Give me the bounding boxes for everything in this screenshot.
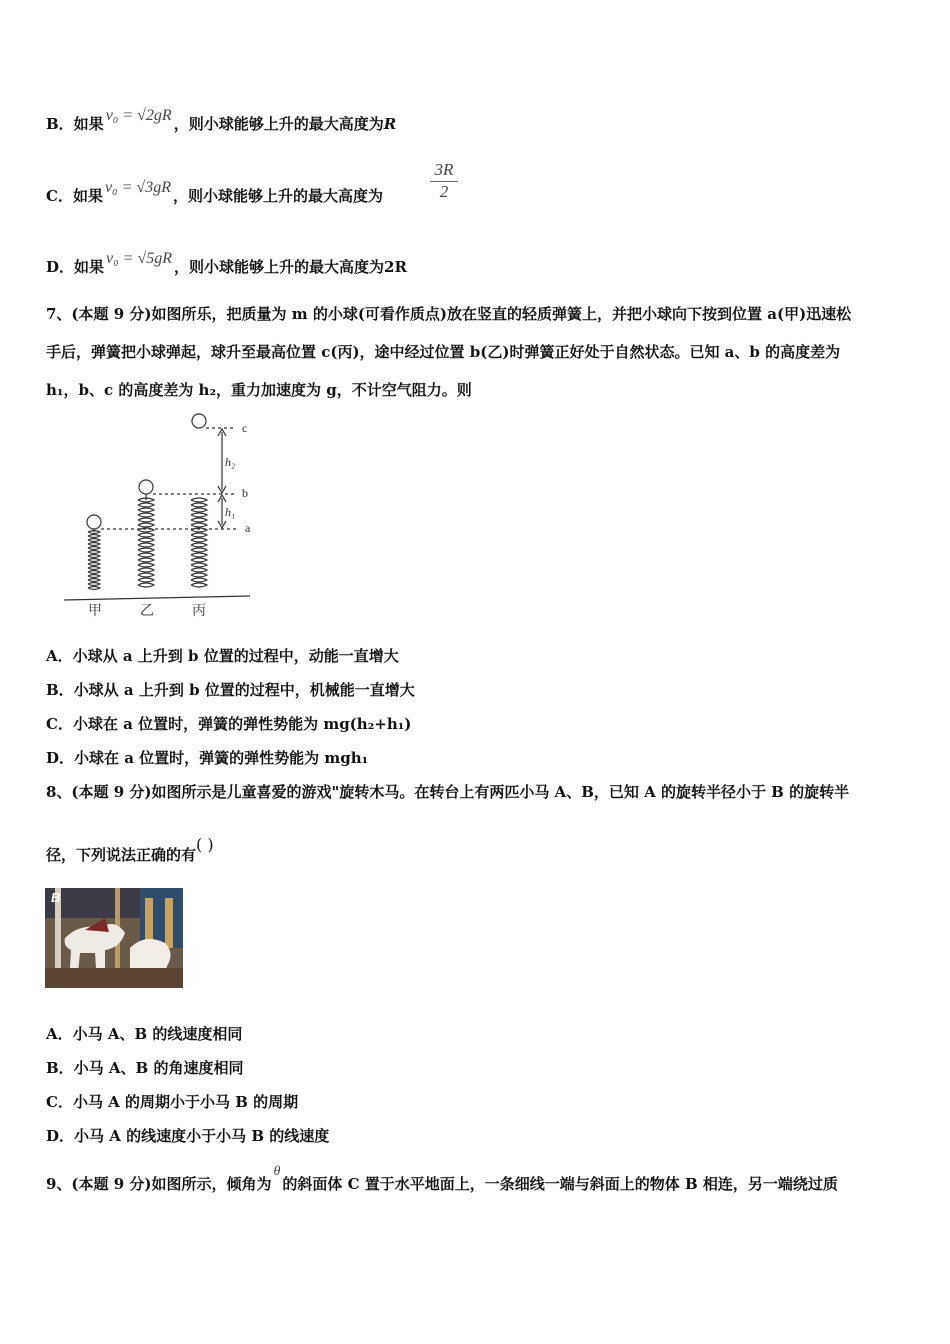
q7-option-a: A．小球从 a 上升到 b 位置的过程中，动能一直增大 xyxy=(46,647,399,665)
q8-text-line1: 8、(本题 9 分)如图所示是儿童喜爱的游戏"旋转木马。在转台上有两匹小马 A、B，已知 A 的旋转半径小于 B 的旋转半 xyxy=(46,783,850,801)
q7-text-line3: h₁，b、c 的高度差为 h₂，重力加速度为 g，不计空气阻力。则 xyxy=(46,381,472,399)
option-6b: B．如果 v₀ = √2gR ，则小球能够上升的最大高度为R xyxy=(46,107,397,133)
q8-option-a: A．小马 A、B 的线速度相同 xyxy=(46,1025,243,1043)
h1-label: h₁ xyxy=(225,505,236,519)
photo-label-b: B xyxy=(51,890,61,905)
theta-symbol: θ xyxy=(273,1164,281,1179)
q7-text-line2: 手后，弹簧把小球弹起，球升至最高位置 c(丙)，途中经过位置 b(乙)时弹簧正好处于自然状态。已知 a、b 的高度差为 xyxy=(46,343,841,361)
q7-text-line1: 7、(本题 9 分)如图所乐，把质量为 m 的小球(可看作质点)放在竖直的轻质弹簧上，并把小球向下按到位置 a(甲)迅速松 xyxy=(46,305,852,323)
fraction-3r-2: $\frac{3R}{2}$ xyxy=(430,160,458,202)
level-label-b: b xyxy=(242,486,248,500)
label-yi: 乙 xyxy=(140,604,154,619)
h2-label: h₂ xyxy=(225,455,236,469)
q8-text-line2: 径，下列说法正确的有( ) xyxy=(46,835,214,864)
q8-option-d: D．小马 A 的线速度小于小马 B 的线速度 xyxy=(46,1127,330,1145)
q8-option-c: C．小马 A 的周期小于小马 B 的周期 xyxy=(46,1093,299,1111)
answer-paren: ( ) xyxy=(196,835,214,854)
label-bing: 丙 xyxy=(192,604,206,619)
label-jia: 甲 xyxy=(88,604,102,619)
formula-6b: v₀ = √2gR xyxy=(105,107,172,124)
carousel-photo xyxy=(45,888,183,988)
formula-6d: v₀ = √5gR xyxy=(106,250,173,267)
q7-option-d: D．小球在 a 位置时，弹簧的弹性势能为 mgh₁ xyxy=(46,749,369,767)
option-6d: D．如果 v₀ = √5gR ，则小球能够上升的最大高度为2R xyxy=(46,250,407,276)
q7-option-b: B．小球从 a 上升到 b 位置的过程中，机械能一直增大 xyxy=(46,681,415,699)
q9-text-line1: 9、(本题 9 分)如图所示，倾角为θ的斜面体 C 置于水平地面上，一条细线一端与斜面上的物体 B 相连，另一端绕过质 xyxy=(46,1164,838,1193)
q8-option-b: B．小马 A、B 的角速度相同 xyxy=(46,1059,244,1077)
level-label-a: a xyxy=(245,521,251,535)
q7-option-c: C．小球在 a 位置时，弹簧的弹性势能为 mg(h₂+h₁) xyxy=(46,715,412,733)
option-6c: C．如果 v₀ = √3gR ，则小球能够上升的最大高度为 xyxy=(46,179,383,205)
formula-6c: v₀ = √3gR xyxy=(104,179,171,196)
spring-figure xyxy=(60,408,260,623)
level-label-c: c xyxy=(242,421,248,435)
